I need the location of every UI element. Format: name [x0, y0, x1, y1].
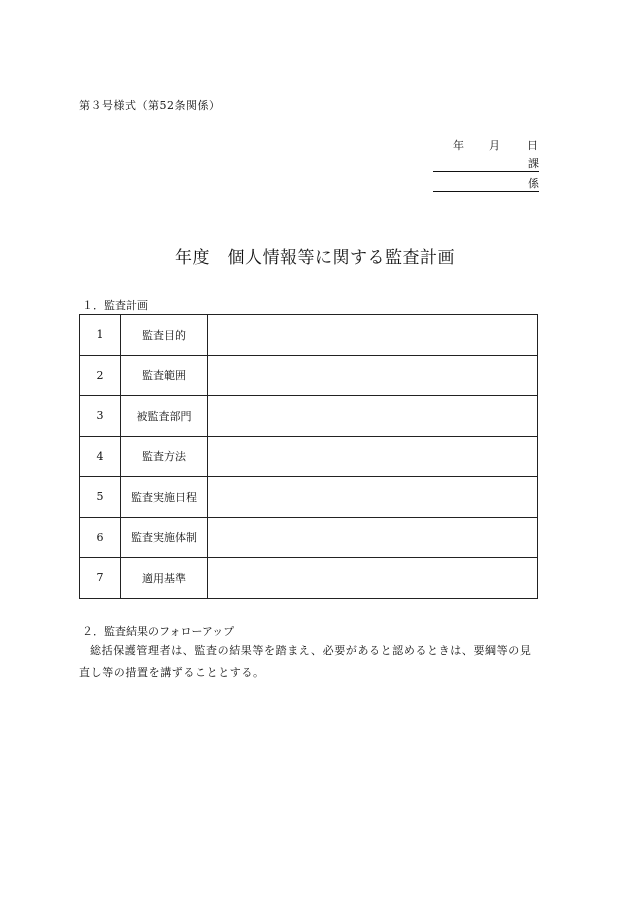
date-line	[450, 137, 538, 153]
table-row	[80, 355, 538, 396]
row-content-cell	[208, 436, 538, 477]
row-item-label: 監査目的	[121, 315, 208, 356]
table-row	[80, 558, 538, 599]
row-number: 7	[80, 558, 121, 599]
date-year-label: 年	[453, 139, 464, 152]
row-item-label: 監査方法	[121, 436, 208, 477]
document-title: 年度 個人情報等に関する監査計画	[175, 248, 455, 268]
followup-heading: ２．監査結果のフォローアップ	[82, 625, 235, 638]
section-kakari-field: 係	[433, 176, 539, 192]
row-item-label: 被監査部門	[121, 396, 208, 437]
date-day-label: 日	[527, 139, 538, 152]
row-item-label: 監査範囲	[121, 355, 208, 396]
date-month-label: 月	[489, 139, 500, 152]
audit-plan-table	[79, 314, 538, 599]
form-number: 第３号様式（第52条関係）	[79, 99, 221, 112]
row-content-cell	[208, 355, 538, 396]
plan-heading: １．監査計画	[82, 299, 148, 312]
table-row	[80, 477, 538, 518]
row-number: 6	[80, 517, 121, 558]
row-item-label: 適用基準	[121, 558, 208, 599]
row-number: 3	[80, 396, 121, 437]
table-row	[80, 396, 538, 437]
row-number: 4	[80, 436, 121, 477]
row-content-cell	[208, 517, 538, 558]
followup-body-text: 総括保護管理者は、監査の結果等を踏まえ、必要があると認めるときは、要綱等の見直し等の措置を講ずることとする。	[79, 644, 532, 679]
row-content-cell	[208, 558, 538, 599]
row-content-cell	[208, 315, 538, 356]
row-number: 5	[80, 477, 121, 518]
table-row	[80, 436, 538, 477]
row-item-label: 監査実施日程	[121, 477, 208, 518]
table-row	[80, 517, 538, 558]
row-number: 2	[80, 355, 121, 396]
row-item-label: 監査実施体制	[121, 517, 208, 558]
row-number: 1	[80, 315, 121, 356]
table-row	[80, 315, 538, 356]
row-content-cell	[208, 477, 538, 518]
section-ka-field: 課	[433, 156, 539, 172]
row-content-cell	[208, 396, 538, 437]
